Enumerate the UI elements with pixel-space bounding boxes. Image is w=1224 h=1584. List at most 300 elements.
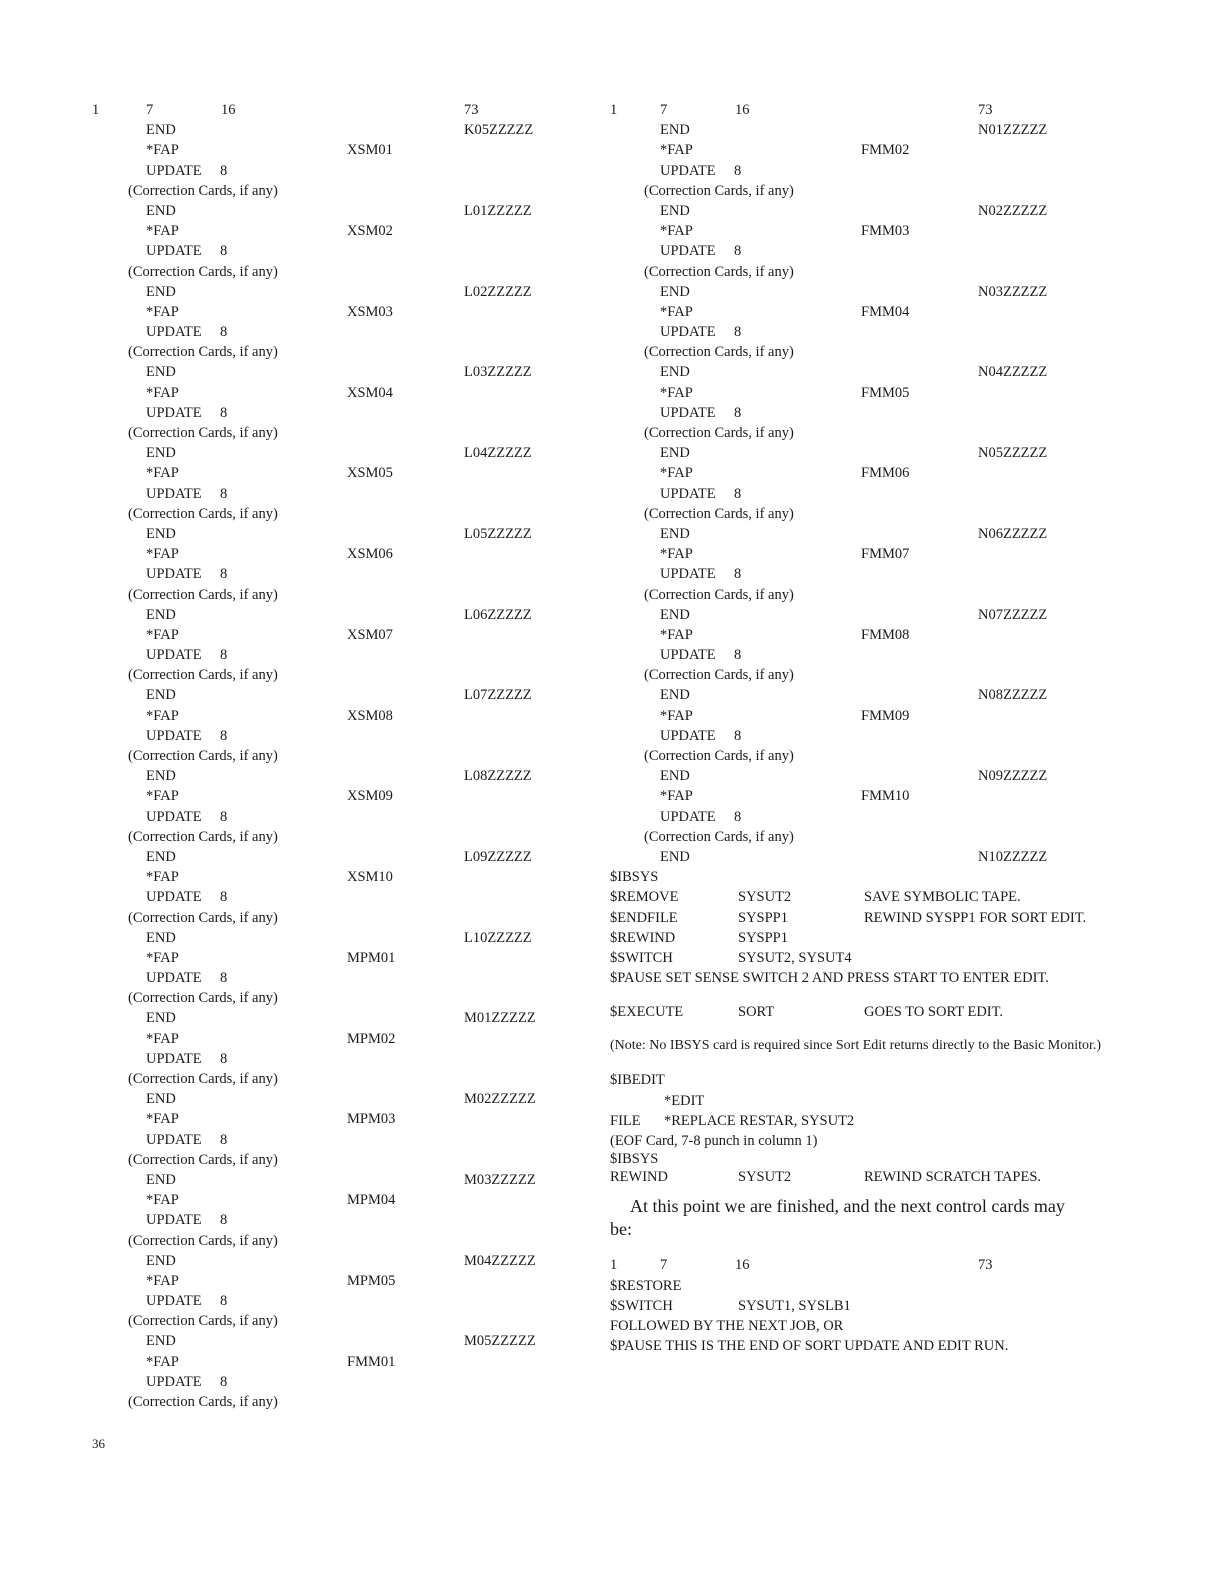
deck-name: XSM07	[347, 626, 393, 643]
control-card	[610, 908, 1110, 928]
control-card	[610, 887, 1110, 907]
update-text: UPDATE	[146, 1050, 202, 1067]
correction-text: (Correction Cards, if any)	[128, 182, 278, 199]
control-card	[610, 948, 1110, 968]
fap-card	[610, 544, 1110, 564]
execute-comment: GOES TO SORT EDIT.	[864, 1004, 1004, 1021]
update-number: 8	[734, 566, 742, 583]
restore-text: $RESTORE	[610, 1277, 682, 1294]
end-text: END	[660, 687, 690, 704]
update-card	[92, 1210, 562, 1230]
fap-card	[92, 1109, 562, 1129]
correction-cards-line	[610, 342, 1110, 362]
end-card	[610, 605, 1110, 625]
fap-text: *FAP	[660, 142, 693, 159]
fap-card	[92, 1190, 562, 1210]
sequence-number: N03ZZZZZ	[978, 283, 1048, 300]
correction-cards-line	[92, 262, 562, 282]
correction-cards-line	[92, 1392, 562, 1412]
update-text: UPDATE	[660, 404, 716, 421]
fap-card	[610, 463, 1110, 483]
deck-name: FMM07	[861, 546, 910, 563]
correction-cards-line	[610, 423, 1110, 443]
correction-text: (Correction Cards, if any)	[128, 748, 278, 764]
ibsys-text: $IBSYS	[610, 869, 659, 886]
update-number: 8	[734, 485, 742, 502]
execute-op: $EXECUTE	[610, 1004, 684, 1021]
update-text: UPDATE	[660, 647, 716, 664]
sequence-number: L10ZZZZZ	[464, 929, 532, 946]
col-1-label: 1	[610, 1257, 618, 1274]
end-card	[610, 524, 1110, 544]
edit-card	[610, 1091, 1110, 1111]
deck-name: XSM02	[347, 223, 393, 240]
end-text: END	[146, 122, 176, 139]
deck-name: XSM04	[347, 384, 393, 401]
end-text: END	[146, 445, 176, 462]
right-card-list	[610, 120, 1110, 867]
update-number: 8	[734, 162, 742, 179]
correction-cards-line	[92, 342, 562, 362]
update-text: UPDATE	[146, 324, 202, 341]
correction-cards-line	[92, 1150, 562, 1170]
deck-name: XSM05	[347, 465, 393, 482]
fap-text: *FAP	[660, 546, 693, 563]
final-switch-card	[610, 1296, 1110, 1316]
sequence-number: M05ZZZZZ	[464, 1333, 536, 1350]
correction-text: (Correction Cards, if any)	[644, 425, 794, 441]
end-text: END	[146, 768, 176, 785]
ibsys2-card	[610, 1151, 1110, 1167]
col-7-label: 7	[660, 102, 668, 118]
end-text: END	[146, 848, 176, 865]
control-card-list	[610, 887, 1110, 968]
end-card	[610, 685, 1110, 705]
replace-text: *REPLACE RESTAR, SYSUT2	[664, 1112, 855, 1129]
end-card	[92, 605, 562, 625]
fap-text: *FAP	[146, 303, 179, 320]
correction-cards-line	[92, 827, 562, 847]
col-16-label: 16	[735, 102, 750, 118]
fap-text: *FAP	[146, 1353, 179, 1370]
end-text: END	[660, 768, 690, 785]
end-card	[92, 201, 562, 221]
rewind-arg: SYSUT2	[738, 1169, 792, 1186]
end-text: END	[660, 202, 690, 219]
ibedit-card	[610, 1070, 1110, 1090]
correction-text: (Correction Cards, if any)	[128, 1151, 278, 1168]
correction-cards-line	[610, 504, 1110, 524]
fap-card	[610, 221, 1110, 241]
update-text: UPDATE	[146, 727, 202, 744]
correction-cards-line	[92, 908, 562, 928]
end-text: END	[146, 1091, 176, 1108]
update-text: UPDATE	[660, 727, 716, 744]
sequence-number: N02ZZZZZ	[978, 202, 1048, 219]
control-op: $SWITCH	[610, 949, 673, 966]
end-card	[610, 120, 1110, 140]
deck-name: XSM03	[347, 303, 393, 320]
update-card	[92, 807, 562, 827]
end-text: END	[146, 687, 176, 704]
fap-text: *FAP	[146, 949, 179, 966]
file-card	[610, 1111, 1110, 1131]
execute-arg: SORT	[738, 1004, 775, 1021]
update-text: UPDATE	[146, 485, 202, 502]
end-text: END	[146, 929, 176, 946]
control-op: $REMOVE	[610, 889, 679, 906]
update-card	[92, 161, 562, 181]
end-card	[92, 443, 562, 463]
update-number: 8	[220, 243, 228, 260]
sequence-number: N01ZZZZZ	[978, 122, 1048, 139]
sequence-number: L05ZZZZZ	[464, 525, 532, 542]
update-card	[92, 887, 562, 907]
correction-cards-line	[92, 665, 562, 685]
end-text: END	[660, 364, 690, 381]
update-card	[92, 484, 562, 504]
end-text: END	[146, 525, 176, 542]
deck-name: FMM10	[861, 788, 910, 805]
update-card	[92, 241, 562, 261]
correction-text: (Correction Cards, if any)	[644, 182, 794, 199]
correction-cards-line	[610, 746, 1110, 766]
correction-cards-line	[610, 585, 1110, 605]
deck-name: FMM03	[861, 223, 910, 240]
update-number: 8	[220, 324, 228, 341]
update-card	[610, 484, 1110, 504]
correction-text: (Correction Cards, if any)	[128, 990, 278, 1007]
correction-text: (Correction Cards, if any)	[128, 828, 278, 845]
ibedit-text: $IBEDIT	[610, 1072, 665, 1089]
col-16-label: 16	[735, 1257, 750, 1274]
update-number: 8	[220, 485, 228, 502]
update-number: 8	[220, 1293, 228, 1310]
fap-card	[92, 867, 562, 887]
sequence-number: M03ZZZZZ	[464, 1171, 536, 1188]
fap-card	[92, 625, 562, 645]
end-text: END	[660, 283, 690, 300]
left-column	[92, 100, 562, 1412]
sequence-number: L09ZZZZZ	[464, 848, 532, 865]
fap-card	[92, 463, 562, 483]
deck-name: FMM06	[861, 465, 910, 482]
update-number: 8	[734, 727, 742, 744]
update-text: UPDATE	[146, 243, 202, 260]
deck-name: XSM10	[347, 869, 393, 886]
end-card	[92, 685, 562, 705]
column-header	[610, 100, 1110, 120]
sequence-number: L08ZZZZZ	[464, 768, 532, 785]
update-text: UPDATE	[146, 1373, 202, 1390]
fap-text: *FAP	[660, 303, 693, 320]
deck-name: XSM09	[347, 788, 393, 805]
control-arg: SYSPP1	[738, 909, 788, 926]
fap-text: *FAP	[660, 788, 693, 805]
note-text: (Note: No IBSYS card is required since Sort Edit returns directly to the Basic Monitor.)	[610, 1038, 1102, 1054]
correction-text: (Correction Cards, if any)	[644, 263, 794, 280]
correction-text: (Correction Cards, if any)	[128, 505, 278, 522]
fap-text: *FAP	[146, 1272, 179, 1289]
update-text: UPDATE	[660, 162, 716, 179]
update-card	[92, 1372, 562, 1392]
update-card	[610, 241, 1110, 261]
control-arg: SYSPP1	[738, 929, 788, 946]
body-paragraph: At this point we are finished, and the next control cards may be:	[610, 1196, 1065, 1240]
control-comment: REWIND SYSPP1 FOR SORT EDIT.	[864, 909, 1087, 926]
col-16-label: 16	[221, 102, 236, 118]
fap-card	[610, 786, 1110, 806]
update-card	[92, 726, 562, 746]
deck-name: MPM01	[347, 949, 396, 966]
update-number: 8	[734, 243, 742, 260]
correction-cards-line	[92, 988, 562, 1008]
fap-text: *FAP	[146, 788, 179, 805]
control-op: $ENDFILE	[610, 909, 678, 926]
correction-cards-line	[92, 1069, 562, 1089]
end-text: END	[146, 364, 176, 381]
end-text: END	[660, 445, 690, 462]
update-text: UPDATE	[660, 243, 716, 260]
control-op: $REWIND	[610, 929, 676, 946]
update-text: UPDATE	[660, 808, 716, 825]
fap-text: *FAP	[660, 707, 693, 724]
correction-text: (Correction Cards, if any)	[128, 1394, 278, 1410]
update-text: UPDATE	[146, 1212, 202, 1229]
right-column	[610, 100, 1110, 1356]
update-card	[92, 564, 562, 584]
control-arg: SYSUT2	[738, 889, 792, 906]
update-card	[610, 564, 1110, 584]
edit-text: *EDIT	[664, 1092, 705, 1109]
update-number: 8	[220, 889, 228, 906]
deck-name: FMM01	[347, 1353, 396, 1370]
correction-text: (Correction Cards, if any)	[644, 667, 794, 684]
fap-card	[610, 140, 1110, 160]
col-1-label: 1	[92, 102, 100, 118]
deck-name: MPM04	[347, 1192, 396, 1209]
update-card	[92, 322, 562, 342]
end-text: END	[660, 606, 690, 623]
update-number: 8	[220, 1373, 228, 1390]
fap-card	[92, 221, 562, 241]
eof-card	[610, 1131, 1110, 1151]
update-text: UPDATE	[146, 1293, 202, 1310]
deck-name: MPM03	[347, 1111, 396, 1128]
sequence-number: N07ZZZZZ	[978, 606, 1048, 623]
sequence-number: N04ZZZZZ	[978, 364, 1048, 381]
control-card	[610, 928, 1110, 948]
update-number: 8	[734, 808, 742, 825]
correction-text: (Correction Cards, if any)	[128, 425, 278, 441]
update-number: 8	[220, 1050, 228, 1067]
fap-card	[92, 1352, 562, 1372]
fap-text: *FAP	[146, 1192, 179, 1209]
sequence-number: M04ZZZZZ	[464, 1252, 536, 1269]
update-card	[92, 1049, 562, 1069]
correction-text: (Correction Cards, if any)	[128, 667, 278, 684]
end-card	[92, 362, 562, 382]
update-text: UPDATE	[146, 566, 202, 583]
update-number: 8	[220, 647, 228, 664]
update-text: UPDATE	[146, 808, 202, 825]
update-card	[610, 726, 1110, 746]
fap-card	[92, 140, 562, 160]
correction-text: (Correction Cards, if any)	[128, 1232, 278, 1249]
correction-cards-line	[610, 665, 1110, 685]
sequence-number: N06ZZZZZ	[978, 525, 1048, 542]
sequence-number: N08ZZZZZ	[978, 687, 1048, 704]
fap-card	[92, 302, 562, 322]
update-text: UPDATE	[146, 647, 202, 664]
correction-text: (Correction Cards, if any)	[644, 748, 794, 764]
fap-text: *FAP	[660, 465, 693, 482]
fap-card	[92, 786, 562, 806]
col-1-label: 1	[610, 102, 618, 118]
correction-text: (Correction Cards, if any)	[644, 344, 794, 361]
end-text: END	[660, 122, 690, 139]
file-label: FILE	[610, 1112, 641, 1129]
final-pause-text: $PAUSE THIS IS THE END OF SORT UPDATE AND EDIT RUN.	[610, 1338, 1009, 1355]
end-card	[92, 766, 562, 786]
correction-cards-line	[610, 827, 1110, 847]
pause-text: $PAUSE SET SENSE SWITCH 2 AND PRESS START TO ENTER EDIT.	[610, 970, 1049, 987]
sequence-number: L04ZZZZZ	[464, 445, 532, 462]
correction-text: (Correction Cards, if any)	[128, 1071, 278, 1087]
deck-name: XSM01	[347, 142, 393, 159]
fap-text: *FAP	[146, 1111, 179, 1128]
followed-line	[610, 1316, 1110, 1336]
sequence-number: L01ZZZZZ	[464, 202, 532, 219]
update-number: 8	[734, 404, 742, 421]
sequence-number: L02ZZZZZ	[464, 283, 532, 300]
correction-text: (Correction Cards, if any)	[128, 586, 278, 603]
update-number: 8	[734, 647, 742, 664]
update-text: UPDATE	[660, 485, 716, 502]
restore-card	[610, 1276, 1110, 1296]
update-card	[92, 1291, 562, 1311]
correction-text: (Correction Cards, if any)	[644, 586, 794, 603]
fap-text: *FAP	[146, 465, 179, 482]
update-number: 8	[220, 566, 228, 583]
update-number: 8	[220, 404, 228, 421]
fap-card	[92, 706, 562, 726]
fap-text: *FAP	[146, 707, 179, 724]
fap-card	[610, 706, 1110, 726]
correction-text: (Correction Cards, if any)	[644, 505, 794, 522]
left-card-list	[92, 120, 562, 1412]
fap-text: *FAP	[146, 142, 179, 159]
correction-cards-line	[610, 181, 1110, 201]
update-card	[610, 161, 1110, 181]
update-number: 8	[220, 162, 228, 179]
end-text: END	[146, 1171, 176, 1188]
correction-text: (Correction Cards, if any)	[644, 828, 794, 845]
control-arg: SYSUT2, SYSUT4	[738, 949, 852, 966]
fap-text: *FAP	[660, 626, 693, 643]
fap-card	[92, 383, 562, 403]
end-card	[610, 201, 1110, 221]
sequence-number: N05ZZZZZ	[978, 445, 1048, 462]
correction-cards-line	[92, 181, 562, 201]
end-card	[92, 1331, 562, 1351]
rewind-comment: REWIND SCRATCH TAPES.	[864, 1169, 1042, 1186]
deck-name: MPM05	[347, 1272, 396, 1289]
update-card	[92, 403, 562, 423]
fap-card	[92, 1029, 562, 1049]
switch-op: $SWITCH	[610, 1297, 673, 1314]
fap-text: *FAP	[660, 223, 693, 240]
end-text: END	[660, 525, 690, 542]
fap-text: *FAP	[660, 384, 693, 401]
correction-text: (Correction Cards, if any)	[128, 909, 278, 926]
fap-card	[92, 1271, 562, 1291]
update-card	[610, 807, 1110, 827]
control-comment: SAVE SYMBOLIC TAPE.	[864, 889, 1021, 906]
update-card	[610, 645, 1110, 665]
update-card	[610, 322, 1110, 342]
update-text: UPDATE	[146, 404, 202, 421]
execute-card	[610, 1002, 1110, 1022]
sequence-number: M01ZZZZZ	[464, 1010, 536, 1027]
sequence-number: L06ZZZZZ	[464, 606, 532, 623]
end-card	[92, 1251, 562, 1271]
end-card	[610, 443, 1110, 463]
end-card	[610, 766, 1110, 786]
deck-name: XSM06	[347, 546, 393, 563]
update-number: 8	[220, 808, 228, 825]
rewind-op: REWIND	[610, 1169, 668, 1186]
deck-name: FMM08	[861, 626, 910, 643]
fap-card	[610, 302, 1110, 322]
fap-text: *FAP	[146, 384, 179, 401]
end-text: END	[146, 1010, 176, 1027]
end-card	[610, 282, 1110, 302]
correction-cards-line	[92, 1311, 562, 1331]
ibsys-card	[610, 867, 1110, 887]
fap-text: *FAP	[146, 546, 179, 563]
fap-text: *FAP	[146, 869, 179, 886]
end-text: END	[146, 606, 176, 623]
sequence-number: K05ZZZZZ	[464, 122, 534, 139]
correction-cards-line	[610, 262, 1110, 282]
deck-name: FMM05	[861, 384, 910, 401]
correction-text: (Correction Cards, if any)	[128, 344, 278, 361]
end-text: END	[146, 202, 176, 219]
update-number: 8	[220, 1131, 228, 1148]
col-73-label: 73	[978, 1257, 993, 1274]
eof-text: (EOF Card, 7-8 punch in column 1)	[610, 1133, 818, 1149]
page-number: 36	[92, 1436, 105, 1451]
deck-name: XSM08	[347, 707, 393, 724]
fap-card	[92, 544, 562, 564]
fap-card	[610, 625, 1110, 645]
end-card	[92, 1170, 562, 1190]
col-7-label: 7	[660, 1257, 668, 1274]
end-card	[92, 928, 562, 948]
end-card	[92, 1089, 562, 1109]
sequence-number: L07ZZZZZ	[464, 687, 532, 704]
correction-cards-line	[92, 585, 562, 605]
end-card	[92, 847, 562, 867]
update-text: UPDATE	[146, 970, 202, 987]
update-number: 8	[220, 1212, 228, 1229]
end-card	[610, 362, 1110, 382]
update-card	[92, 645, 562, 665]
update-text: UPDATE	[146, 1131, 202, 1148]
update-number: 8	[220, 727, 228, 744]
rewind-card	[610, 1167, 1110, 1187]
